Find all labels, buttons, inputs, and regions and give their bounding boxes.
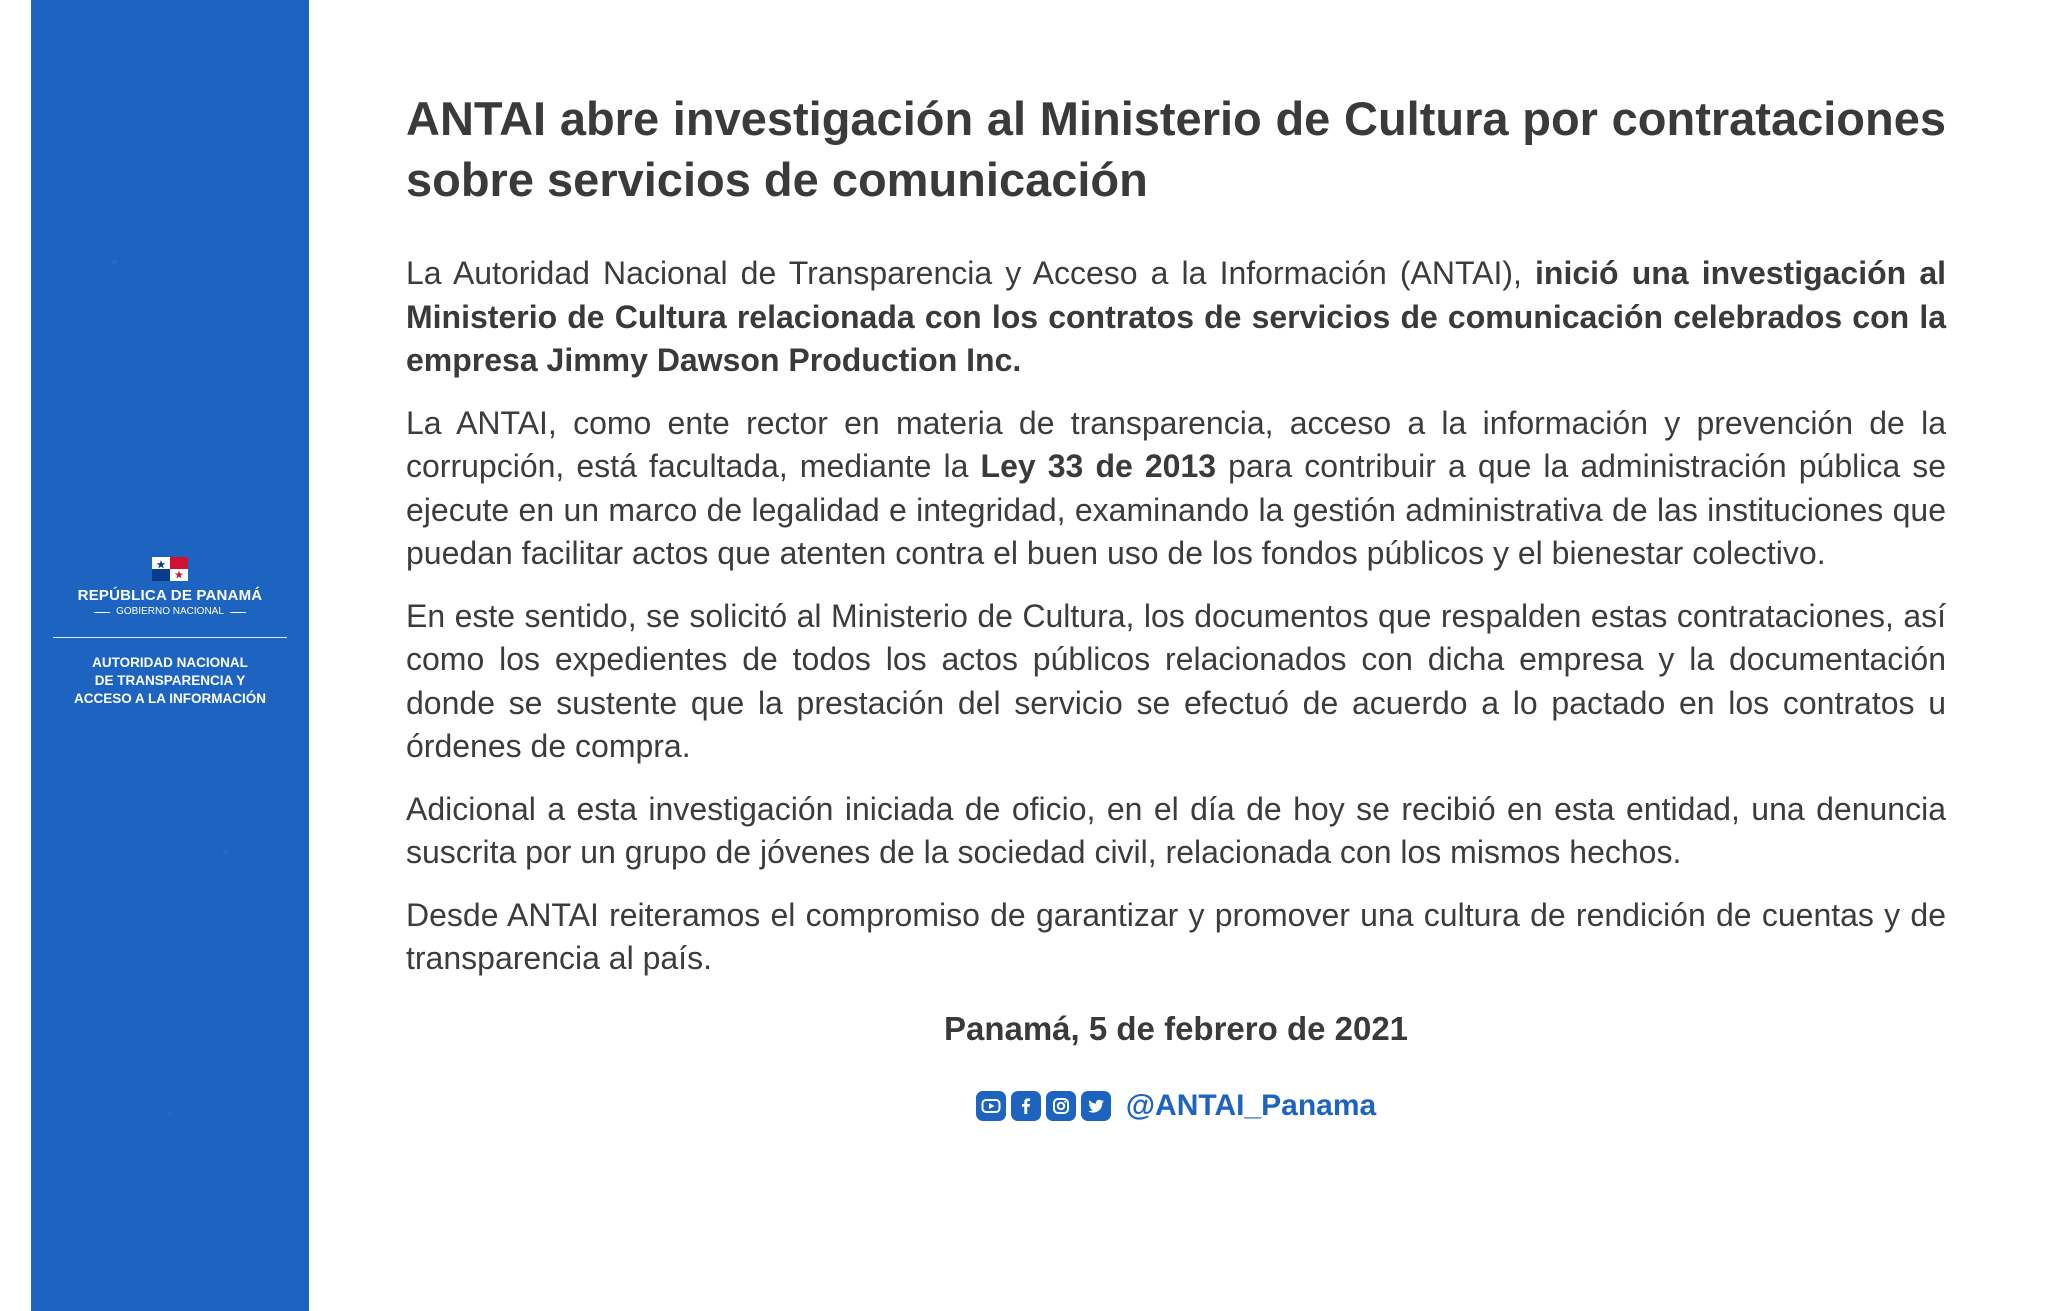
instagram-icon[interactable] bbox=[1046, 1091, 1076, 1121]
right-dash bbox=[230, 612, 246, 613]
law-reference: Ley 33 de 2013 bbox=[980, 448, 1217, 484]
emblem-divider bbox=[53, 637, 287, 638]
paragraph-2-start: La ANTAI, como ente rector en materia de transparencia, acceso a la información y prevención de la corrupción, está facultada, mediante la bbox=[406, 404, 1946, 484]
press-release bbox=[406, 88, 1946, 1123]
government-label: GOBIERNO NACIONAL bbox=[116, 606, 224, 617]
facebook-icon[interactable] bbox=[1011, 1091, 1041, 1121]
youtube-icon[interactable] bbox=[976, 1091, 1006, 1121]
social-handle[interactable]: @ANTAI_Panama bbox=[1125, 1088, 1377, 1122]
paragraph-1-intro: La Autoridad Nacional de Transparencia y Acceso a la Información (ANTAI), bbox=[406, 255, 1536, 291]
paragraph-3: En este sentido, se solicitó al Ministerio de Cultura, los documentos que respalden estas contrataciones, así como los expedientes de todos los actos públicos relacionados con dicha empresa y la documentación donde se sustente que la prestación del servicio se efectuó de acuerdo a lo pactado en los contratos u órdenes de compra. bbox=[406, 597, 1946, 764]
sidebar-band bbox=[31, 0, 309, 1311]
left-dash bbox=[94, 612, 110, 613]
authority-line-2: DE TRANSPARENCIA Y bbox=[94, 673, 246, 688]
paragraph-2 bbox=[406, 402, 1946, 576]
article-body bbox=[406, 252, 1946, 981]
social-bar bbox=[406, 1089, 1946, 1123]
panama-flag-icon bbox=[152, 557, 188, 581]
authority-line-1: AUTORIDAD NACIONAL bbox=[92, 655, 248, 670]
dateline: Panamá, 5 de febrero de 2021 bbox=[943, 1009, 1409, 1047]
government-emblem bbox=[31, 557, 309, 708]
paragraph-5: Desde ANTAI reiteramos el compromiso de garantizar y promover una cultura de rendición de cuentas y de transparencia al país. bbox=[406, 896, 1946, 976]
headline: ANTAI abre investigación al Ministerio de Cultura por contrataciones sobre servicios de comunicación bbox=[406, 92, 1946, 206]
paragraph-1 bbox=[406, 252, 1946, 383]
authority-line-3: ACCESO A LA INFORMACIÓN bbox=[74, 691, 266, 706]
authority-name bbox=[31, 654, 309, 708]
paragraph-2-end: para contribuir a que la administración pública se ejecute en un marco de legalidad e integridad, examinando la gestión administrativa de las instituciones que puedan facilitar actos que atenten contra el buen uso de los fondos públicos y el bienestar colectivo. bbox=[406, 448, 1947, 571]
country-label: REPÚBLICA DE PANAMÁ bbox=[77, 587, 263, 604]
twitter-icon[interactable] bbox=[1081, 1091, 1111, 1121]
paragraph-4: Adicional a esta investigación iniciada de oficio, en el día de hoy se recibió en esta entidad, una denuncia suscrita por un grupo de jóvenes de la sociedad civil, relacionada con los mismos hechos. bbox=[406, 790, 1946, 870]
government-label-row bbox=[31, 605, 309, 619]
paragraph-1-emphasis: inició una investigación al Ministerio de Cultura relacionada con los contratos de servicios de comunicación celebrados con la empresa Jimmy Dawson Production Inc. bbox=[406, 255, 1946, 378]
